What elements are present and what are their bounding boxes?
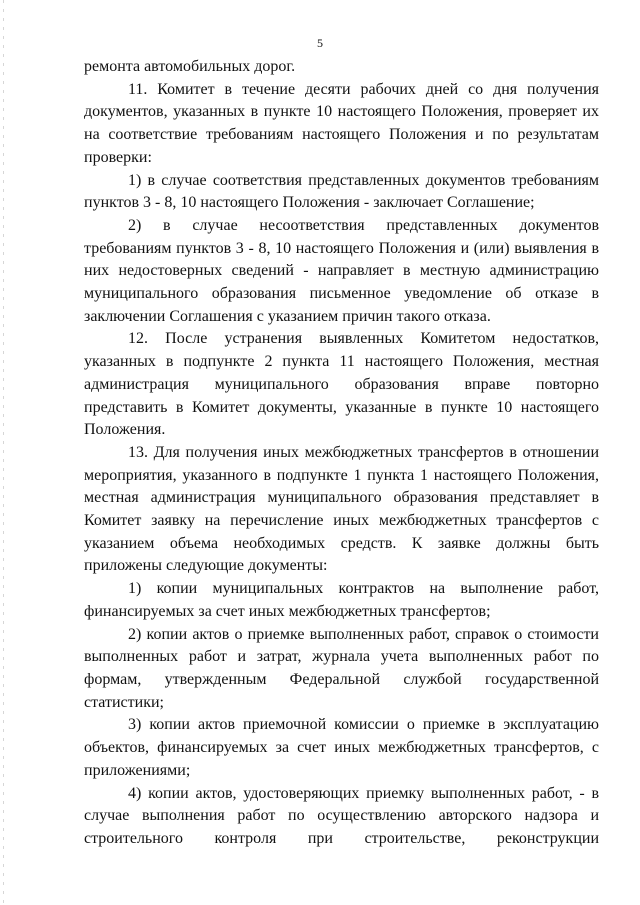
paragraph-continuation: ремонта автомобильных дорог. xyxy=(84,58,296,75)
paragraph-13-item-2: 2) копии актов о приемке выполненных работ, справок о стоимости выполненных работ и затрат, журнала учета выполненных работ по формам, утвержденным Федеральной службой государственной статистики; xyxy=(84,625,599,711)
paragraph-13: 13. Для получения иных межбюджетных трансфертов в отношении мероприятия, указанного в подпункте 1 пункта 1 настоящего Положения, местная администрация муниципального образования представляет в Комитет заявку на перечисление иных межбюджетных трансфертов с указанием объема необходимых средств. К заявке должны быть приложены следующие документы: xyxy=(84,443,599,575)
paragraph-13-item-3: 3) копии актов приемочной комиссии о приемке в эксплуатацию объектов, финансируемых за счет иных межбюджетных трансфертов, с приложениями; xyxy=(84,716,599,779)
scan-edge xyxy=(3,0,4,905)
page-number: 5 xyxy=(317,36,323,50)
paragraph-12: 12. После устранения выявленных Комитетом недостатков, указанных в подпункте 2 пункта 11 настоящего Положения, местная администрация муниципального образования вправе повторно представить в Комитет документы, указанные в пункте 10 настоящего Положения. xyxy=(84,330,599,439)
paragraph-13-item-1: 1) копии муниципальных контрактов на выполнение работ, финансируемых за счет иных межбюджетных трансфертов; xyxy=(84,580,599,620)
paragraph-11: 11. Комитет в течение десяти рабочих дней со дня получения документов, указанных в пункте 10 настоящего Положения, проверяет их на соответствие требованиям настоящего Положения и по результатам проверки: xyxy=(84,80,599,166)
paragraph-11-item-2: 2) в случае несоответствия представленных документов требованиям пунктов 3 - 8, 10 настоящего Положения и (или) выявления в них недостоверных сведений - направляет в местную администрацию муниципального образования письменное уведомление об отказе в заключении Соглашения с указанием причин такого отказа. xyxy=(84,216,599,325)
paragraph-11-item-1: 1) в случае соответствия представленных документов требованиям пунктов 3 - 8, 10 настоящего Положения - заключает Соглашение; xyxy=(84,171,599,212)
paragraph-13-item-4: 4) копии актов, удостоверяющих приемку выполненных работ, - в случае выполнения работ по осуществлению авторского надзора и строительного контроля при строительстве, реконструкции xyxy=(84,784,599,847)
document-body xyxy=(84,56,599,851)
